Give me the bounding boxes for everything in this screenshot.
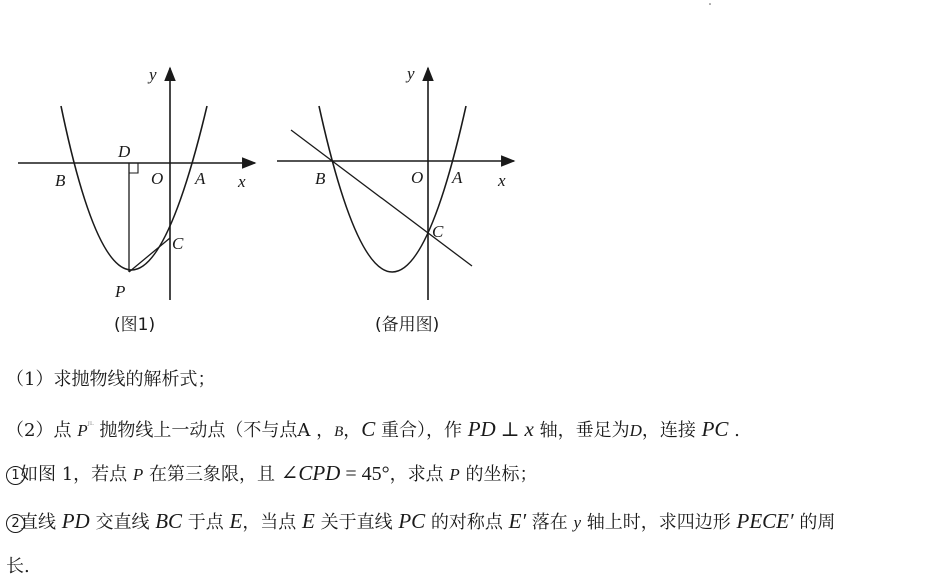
q2-var-c: C (361, 417, 376, 441)
fig2-label-a: A (452, 168, 463, 187)
q21-angle: ∠CPD (280, 461, 341, 485)
q2-prefix: （2）点 (6, 420, 78, 441)
question-1 (6, 369, 215, 391)
q2-var-pd: PD (467, 417, 496, 441)
q2-mark: ᴶᴸ (87, 421, 94, 431)
question-2-2-continued (6, 556, 30, 578)
q2-var-pc: PC (701, 417, 729, 441)
q22-text-7: 落在 (526, 512, 574, 533)
q2-var-b: B (334, 424, 344, 440)
q21-equation: = 45° (340, 463, 390, 485)
q22-text-8: 轴上时，求四边形 (581, 512, 737, 533)
q22-var-pc: PC (398, 509, 426, 533)
q22-text-9: 的周 (793, 512, 836, 533)
fig2-label-b: B (315, 169, 326, 188)
q21-var-p2: P (449, 465, 460, 484)
q21-var-p: P (132, 465, 144, 484)
figure-1 (18, 65, 255, 335)
fig1-segment-pc (129, 238, 170, 272)
q22-continued-text: 长. (6, 556, 30, 577)
fig1-label-c: C (172, 234, 184, 253)
fig1-right-angle-mark (129, 163, 138, 173)
q2-var-d: D (629, 421, 642, 440)
q2-text-2: ， (343, 420, 362, 441)
q22-var-y: y (573, 513, 582, 532)
fig1-label-p: P (115, 282, 126, 301)
question-2 (6, 415, 740, 443)
q21-text-3: ，求点 (389, 464, 450, 485)
fig1-label-b: B (55, 171, 66, 190)
q22-var-e: E (229, 509, 243, 533)
q2-var-p: P (77, 421, 88, 440)
q22-var-pd: PD (61, 509, 90, 533)
q2-text-4: 轴，垂足为 (533, 420, 630, 441)
q22-var-e2: E (302, 509, 315, 533)
question-1-text: （1）求抛物线的解析式； (6, 369, 216, 390)
circled-number-1: 1 (6, 466, 25, 485)
q2-text-6: . (728, 420, 740, 441)
q2-text-3: 重合），作 (375, 420, 468, 441)
q22-text-3: 于点 (182, 512, 230, 533)
fig1-parabola (61, 106, 207, 270)
q2-text-1: 抛物线上一动点（不与点A ， (93, 420, 335, 441)
q22-var-quad: PECE′ (736, 509, 794, 533)
fig2-label-y: y (407, 64, 415, 83)
q22-var-ep: E′ (508, 509, 527, 533)
fig1-label-o: O (151, 169, 164, 188)
q22-text-2: 交直线 (89, 512, 156, 533)
fig2-label-o: O (411, 168, 424, 187)
stray-dot (709, 3, 711, 5)
question-2-2 (6, 510, 835, 534)
figure-2 (277, 64, 514, 335)
q2-var-x: x (524, 417, 534, 441)
fig1-caption: (图1) (114, 315, 156, 335)
fig1-label-y: y (149, 65, 157, 84)
q21-text-2: 在第三象限，且 (143, 464, 281, 485)
q22-text-1: 直线 (20, 512, 62, 533)
fig2-label-c: C (432, 222, 444, 241)
fig2-label-x: x (498, 171, 506, 190)
fig1-label-d: D (118, 142, 131, 161)
q21-text-4: 的坐标； (459, 464, 538, 485)
question-2-1 (6, 462, 538, 486)
q22-text-6: 的对称点 (425, 512, 509, 533)
fig2-parabola (319, 106, 466, 272)
fig2-caption: (备用图) (375, 315, 440, 335)
fig2-line-bc (291, 130, 472, 266)
fig1-label-x: x (238, 172, 246, 191)
q2-text-5: ，连接 (641, 420, 702, 441)
q21-text-1: 如图 1，若点 (20, 464, 133, 485)
circled-number-2: 2 (6, 514, 25, 533)
q2-perp: ⊥ (495, 419, 525, 441)
q22-text-4: ，当点 (242, 512, 303, 533)
q22-var-bc: BC (155, 509, 183, 533)
fig1-label-a: A (195, 169, 206, 188)
q22-text-5: 关于直线 (314, 512, 399, 533)
